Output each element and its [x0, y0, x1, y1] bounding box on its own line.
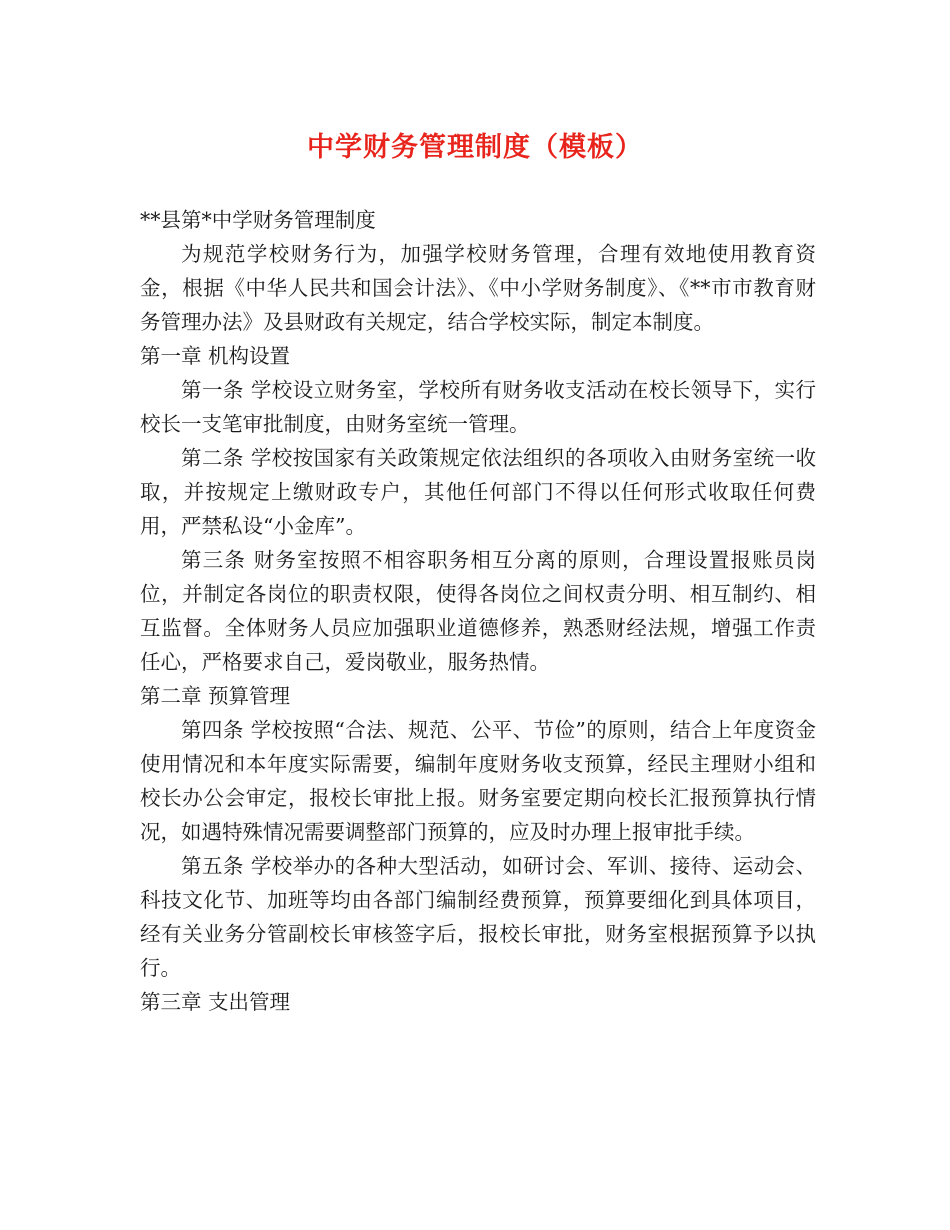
document-body — [140, 203, 816, 1019]
chapter-heading-1: 第一章 机构设置 — [140, 344, 291, 368]
article-4: 第四条 学校按照“合法、规范、公平、节俭”的原则，结合上年度资金使用情况和本年度实际需要，编制年度财务收支预算，经民主理财小组和校长办公会审定，报校长审批上报。财务室要定期向校长汇报预算执行情况，如遇特殊情况需要调整部门预算的，应及时办理上报审批手续。 — [140, 718, 816, 844]
article-1: 第一条 学校设立财务室，学校所有财务收支活动在校长领导下，实行校长一支笔审批制度，由财务室统一管理。 — [140, 378, 816, 436]
article-3: 第三条 财务室按照不相容职务相互分离的原则，合理设置报账员岗位，并制定各岗位的职责权限，使得各岗位之间权责分明、相互制约、相互监督。全体财务人员应加强职业道德修养，熟悉财经法规，增强工作责任心，严格要求自己，爱岗敬业，服务热情。 — [140, 548, 816, 674]
article-5: 第五条 学校举办的各种大型活动，如研讨会、军训、接待、运动会、科技文化节、加班等均由各部门编制经费预算，预算要细化到具体项目，经有关业务分管副校长审核签字后，报校长审批，财务室根据预算予以执行。 — [140, 854, 816, 980]
document-title: 中学财务管理制度（模板） — [307, 132, 643, 163]
intro-paragraph: 为规范学校财务行为，加强学校财务管理，合理有效地使用教育资金，根据《中华人民共和国会计法》、《中小学财务制度》、《**市市教育财务管理办法》及县财政有关规定，结合学校实际，制定本制度。 — [140, 242, 816, 334]
chapter-heading-3: 第三章 支出管理 — [140, 990, 291, 1014]
document-subtitle: **县第*中学财务管理制度 — [140, 208, 376, 232]
article-2: 第二条 学校按国家有关政策规定依法组织的各项收入由财务室统一收取，并按规定上缴财政专户，其他任何部门不得以任何形式收取任何费用，严禁私设“小金库”。 — [140, 446, 816, 538]
chapter-heading-2: 第二章 预算管理 — [140, 684, 291, 708]
